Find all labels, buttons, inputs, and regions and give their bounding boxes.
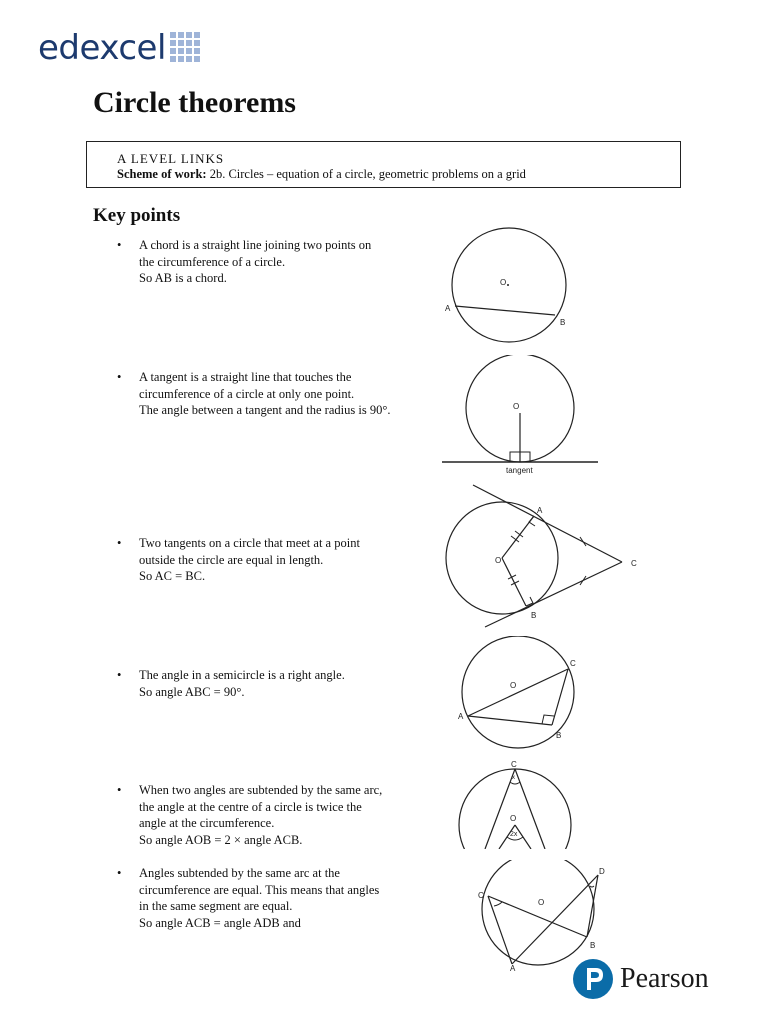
diameter-ac: [468, 669, 568, 716]
bullet: •: [117, 370, 122, 384]
label-b: B: [560, 318, 566, 327]
key-point-2: [117, 369, 427, 419]
label-b: B: [556, 731, 562, 740]
key-point-line: When two angles are subtended by the same arc,: [139, 783, 383, 797]
bullet: •: [117, 668, 122, 682]
key-point-line: So AB is a chord.: [139, 271, 227, 285]
angle-arc-x: [510, 782, 520, 784]
key-point-line: So AC = BC.: [139, 569, 206, 583]
label-x: x: [512, 775, 515, 781]
key-point-3: [117, 535, 417, 585]
chord-ab: [455, 306, 555, 315]
label-2x: 2x: [510, 831, 518, 838]
label-a: A: [537, 506, 543, 515]
pearson-wordmark: Pearson: [620, 963, 709, 994]
pearson-logo: [572, 958, 709, 1000]
a-level-links-box: [86, 141, 681, 188]
scheme-label: Scheme of work:: [117, 167, 207, 181]
label-b: B: [531, 611, 537, 620]
two-tangents-diagram: [440, 480, 645, 630]
label-a: A: [458, 712, 464, 721]
key-point-line: angle at the circumference.: [139, 816, 275, 830]
key-point-line: circumference are equal. This means that angles: [139, 882, 380, 897]
tick-mark: [580, 576, 586, 585]
a-level-links-heading: A LEVEL LINKS: [117, 151, 225, 166]
pearson-p-icon: [572, 958, 614, 1000]
angle-arc-c: [494, 902, 502, 906]
label-a: A: [445, 304, 451, 313]
scheme-of-work-line: [117, 166, 680, 182]
key-points-heading: Key points: [93, 205, 181, 226]
tangent-bc: [485, 562, 622, 627]
chord-ab: [468, 716, 552, 725]
same-segment-diagram: [472, 860, 612, 972]
key-point-4: [117, 667, 417, 700]
key-point-line: So angle ABC = 90°.: [139, 684, 245, 699]
logo-grid-icon: [170, 32, 200, 62]
chord-bc: [552, 669, 568, 725]
label-c: C: [570, 659, 576, 668]
key-point-line: So angle AOB = 2 × angle ACB.: [139, 832, 303, 847]
centre-angle-diagram: [455, 757, 575, 849]
chord-ca: [488, 896, 512, 964]
key-point-line: A tangent is a straight line that touches the: [139, 370, 352, 384]
label-c: C: [511, 760, 517, 769]
key-point-line: So angle ACB = angle ADB and: [139, 915, 301, 930]
key-point-line: The angle in a semicircle is a right angle.: [139, 668, 345, 682]
label-b: B: [590, 941, 596, 950]
chord-da: [512, 875, 598, 964]
logo-text: edexcel: [38, 28, 166, 68]
page-title: Circle theorems: [93, 86, 296, 119]
key-point-line: outside the circle are equal in length.: [139, 552, 324, 567]
label-tangent: tangent: [506, 466, 533, 475]
bullet: •: [117, 238, 122, 252]
key-point-1: [117, 237, 417, 287]
label-a: A: [510, 964, 516, 972]
label-o: O: [510, 681, 517, 690]
bullet: •: [117, 783, 122, 797]
scheme-text: 2b. Circles – equation of a circle, geometric problems on a grid: [209, 167, 526, 181]
chord-diagram: [440, 226, 580, 344]
bullet: •: [117, 866, 122, 880]
key-point-line: the circumference of a circle.: [139, 254, 286, 269]
semicircle-diagram: [452, 636, 592, 751]
key-point-line: Angles subtended by the same arc at the: [139, 866, 340, 880]
tangent-ac: [473, 485, 622, 562]
bullet: •: [117, 536, 122, 550]
key-point-line: the angle at the centre of a circle is twice the: [139, 799, 362, 814]
centre-point: [507, 284, 509, 286]
tangent-diagram: [440, 355, 600, 480]
right-angle-mark-a: [529, 516, 535, 526]
radius-ob: [502, 558, 526, 606]
key-point-line: in the same segment are equal.: [139, 899, 293, 913]
tick-mark: [580, 537, 586, 546]
key-point-line: Two tangents on a circle that meet at a point: [139, 536, 360, 550]
key-point-6: [117, 865, 417, 931]
key-point-line: The angle between a tangent and the radius is 90°.: [139, 403, 391, 417]
chord-cb: [515, 769, 545, 849]
key-point-line: circumference of a circle at only one point.: [139, 386, 355, 401]
key-point-line: A chord is a straight line joining two points on: [139, 238, 372, 252]
label-c: C: [478, 891, 484, 900]
angle-arc-d: [590, 886, 594, 887]
label-o: O: [500, 278, 507, 287]
label-o: O: [510, 814, 517, 823]
label-o: O: [513, 402, 520, 411]
label-o: O: [495, 556, 502, 565]
edexcel-logo: [38, 28, 200, 68]
label-c: C: [631, 559, 637, 568]
key-point-5: [117, 782, 417, 848]
circle: [482, 860, 594, 965]
label-o: O: [538, 898, 545, 907]
label-d: D: [599, 867, 605, 876]
